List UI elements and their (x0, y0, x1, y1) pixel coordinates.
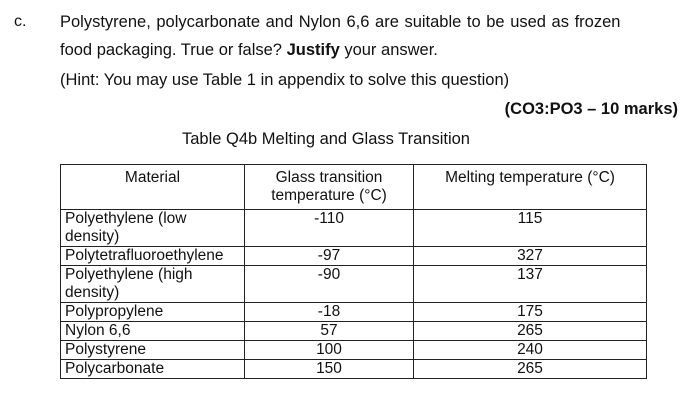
cell-material: Nylon 6,6 (61, 322, 245, 341)
materials-table (60, 164, 647, 379)
header-melting: Melting temperature (°C) (414, 165, 647, 210)
table-row (61, 303, 647, 322)
marks-allocation: (CO3:PO3 – 10 marks) (504, 100, 678, 118)
cell-tg: -97 (245, 247, 414, 266)
question-hint: (Hint: You may use Table 1 in appendix to solve this question) (60, 71, 510, 89)
cell-material: Polypropylene (61, 303, 245, 322)
cell-material: Polycarbonate (61, 360, 245, 379)
table-row (61, 266, 647, 303)
header-glass-transition (245, 165, 414, 210)
cell-tm: 240 (414, 341, 647, 360)
table-row (61, 247, 647, 266)
table-row (61, 341, 647, 360)
header-glass-line-1: Glass transition (275, 169, 383, 186)
cell-tm: 265 (414, 322, 647, 341)
cell-tg: -90 (245, 266, 414, 303)
cell-tg: 150 (245, 360, 414, 379)
justify-emphasis: Justify (286, 41, 340, 59)
question-line-2 (60, 41, 438, 60)
cell-material: Polyethylene (high density) (61, 266, 245, 303)
cell-tm: 265 (414, 360, 647, 379)
header-material: Material (61, 165, 245, 210)
table-caption: Table Q4b Melting and Glass Transition (182, 130, 470, 148)
question-letter: c. (14, 13, 27, 30)
table-row (61, 360, 647, 379)
question-line-1: Polystyrene, polycarbonate and Nylon 6,6 are suitable to be used as frozen (60, 13, 621, 31)
table-row (61, 210, 647, 247)
header-glass-line-2: temperature (°C) (271, 187, 387, 204)
cell-tm: 137 (414, 266, 647, 303)
cell-tg: 57 (245, 322, 414, 341)
cell-tg: -18 (245, 303, 414, 322)
question-line-2-end: your answer. (339, 41, 438, 59)
question-line-2-text: food packaging. True or false? (60, 41, 287, 59)
cell-material: Polystyrene (61, 341, 245, 360)
cell-material: Polytetrafluoroethylene (61, 247, 245, 266)
table-row (61, 322, 647, 341)
cell-material: Polyethylene (low density) (61, 210, 245, 247)
cell-tm: 327 (414, 247, 647, 266)
table-header-row (61, 165, 647, 210)
cell-tg: 100 (245, 341, 414, 360)
cell-tg: -110 (245, 210, 414, 247)
cell-tm: 175 (414, 303, 647, 322)
cell-tm: 115 (414, 210, 647, 247)
